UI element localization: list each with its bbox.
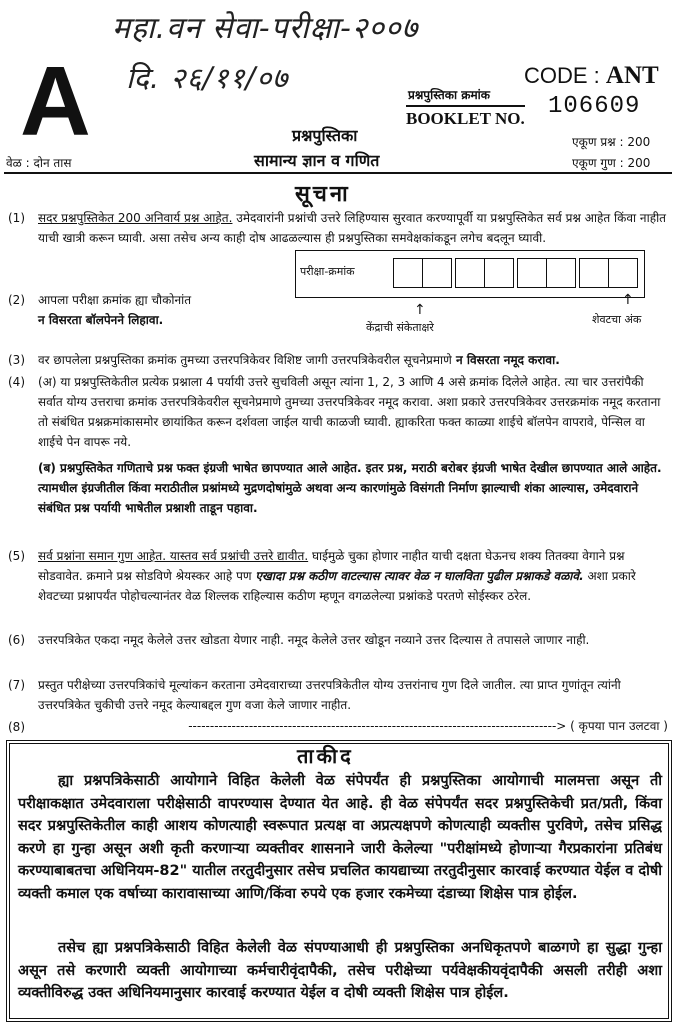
roll-box-2[interactable]: [422, 258, 452, 288]
warning-paragraph-2: तसेच ह्या प्रश्नपत्रिकेसाठी विहित केलेली वेळ संपण्याआधी ही प्रश्नपुस्तिका अनधिकृतपणे बाळगणे हा सुद्धा गुन्हा असून तसे करणारी व्यक्ती आयोगाच्या कर्मचारीवृंदापैकी, तसेच परीक्षेच्या पर्यवेक्षकीयवृंदापैकी असली तरीही अशा व्यक्तीविरुद्ध उक्त अधिनियमानुसार कारवाई करण्यात येईल व दोषी व्यक्ती शिक्षेस पात्र होईल.: [18, 940, 662, 1001]
roll-box-3[interactable]: [455, 258, 485, 288]
instruction-item-7: [8, 675, 668, 715]
item2-line1: आपला परीक्षा क्रमांक ह्या चौकोनांत: [38, 293, 192, 307]
booklet-label-english: BOOKLET NO.: [406, 105, 525, 129]
handwritten-date: दि. २६/११/०७: [126, 61, 289, 95]
item-number: (3): [8, 353, 25, 367]
code-value: ANT: [605, 62, 659, 89]
turn-page-note: -------------------------------------------------------------------------------------> ( कृपया पान उलटवा ): [188, 719, 668, 733]
code-line: [524, 62, 659, 90]
center-code-label: केंद्राची संकेताक्षरे: [366, 321, 434, 334]
item-number: (8): [8, 720, 25, 734]
roll-box-7[interactable]: [579, 258, 609, 288]
item5-underlined: सर्व प्रश्नांना समान गुण आहेत. यास्तव सर्व प्रश्नांची उत्तरे द्यावीत.: [38, 549, 309, 563]
up-arrow-icon: ↑: [622, 292, 634, 308]
roll-box-8[interactable]: [608, 258, 638, 288]
instruction-item-5: [8, 546, 668, 606]
item-number: (2): [8, 293, 25, 307]
item3-bold: न विसरता नमूद करावा.: [451, 353, 560, 367]
item3-text: वर छापलेला प्रश्नपुस्तिका क्रमांक तुमच्या उत्तरपत्रिकेवर विशिष्ट जागी उत्तरपत्रिकेवरील सूचनेप्रमाणे: [38, 353, 452, 367]
item5-tail: अशा प्रकारे शेवटच्या प्रश्नापर्यंत पोहोचल्यानंतर वेळ शिल्लक राहिल्यास कठीण म्हणून वगळलेल्या प्रश्नांकडे परतणे सोईस्कर ठरेल.: [38, 569, 636, 603]
warning-paragraph-1: ह्या प्रश्नपत्रिकेसाठी आयोगाने विहित केलेली वेळ संपेपर्यंत ही प्रश्नपुस्तिका आयोगाची मालमत्ता असून ती परीक्षाकक्षात उमेदवाराला परीक्षेसाठी वापरण्यास देण्यात येत आहे. ही वेळ संपेपर्यंत सदर प्रश्नपुस्तिकेची प्रत/प्रती, किंवा सदर प्रश्नपुस्तिकेतील काही आशय कोणत्याही स्वरूपात प्रत्यक्ष वा अप्रत्यक्षपणे कोणत्याही व्यक्तीस पुरविणे, तसेच प्रसिद्ध करणे हा गुन्हा असून अशी कृती करणाऱ्या व्यक्तीवर शासनाने जारी केलेल्या "परीक्षांमध्ये होणाऱ्या गैरप्रकारांना प्रतिबंध करण्याबाबतचा अधिनियम-82" यातील तरतुदीनुसार तसेच प्रचलित कायद्याच्या तरतुदीनुसार कारवाई करण्यात येईल व दोषी व्यक्ती कमाल एक वर्षाच्या कारावासाच्या आणि/किंवा रुपये एक हजार रकमेच्या दंडाच्या शिक्षेस पात्र होईल.: [18, 773, 662, 902]
code-label: CODE :: [524, 63, 600, 88]
item2-line2: न विसरता बॉलपेनने लिहावा.: [38, 313, 164, 327]
item6-text: उत्तरपत्रिकेत एकदा नमूद केलेले उत्तर खोडता येणार नाही. नमूद केलेले उत्तर खोडून नव्याने उत्तर दिल्यास ते तपासले जाणार नाही.: [38, 633, 590, 647]
roll-box-5[interactable]: [517, 258, 547, 288]
item1-text: उमेदवारांनी प्रश्नांची उत्तरे लिहिण्यास सुरवात करण्यापूर्वी या प्रश्नपुस्तिकेत सर्व प्रश्न आहेत किंवा नाहीत याची खात्री करून घ्यावी. असा तसेच अन्य काही दोष आढळल्यास ही प्रश्नपुस्तिका समवेक्षकांकडून लगेच बदलून घ्यावी.: [38, 211, 667, 245]
item-number: (7): [8, 678, 25, 692]
handwritten-exam-name: महा.वन सेवा-परीक्षा-२००७: [112, 11, 419, 46]
page-title: प्रश्नपुस्तिका: [292, 126, 358, 145]
item1-underlined: सदर प्रश्नपुस्तिकेत 200 अनिवार्य प्रश्न आहेत.: [38, 211, 233, 225]
exam-duration: वेळ : दोन तास: [6, 156, 72, 170]
booklet-number: 106609: [548, 93, 641, 120]
instruction-item-1: [8, 208, 668, 248]
last-digit-label: शेवटचा अंक: [592, 313, 642, 326]
item-number: (6): [8, 633, 25, 647]
item5-text: घाईमुळे चुका होणार नाहीत याची दक्षता घेऊनच शक्य तितक्या वेगाने प्रश्न सोडवावेत. क्रमाने प्रश्न सोडविणे श्रेयस्कर आहे पण: [38, 549, 625, 583]
item-number: (5): [8, 549, 25, 563]
instruction-item-4: [8, 372, 668, 518]
roll-box-1[interactable]: [393, 258, 423, 288]
page-subtitle: सामान्य ज्ञान व गणित: [254, 151, 380, 170]
item-number: (1): [8, 211, 25, 225]
item4a-text: (अ) या प्रश्नपुस्तिकेतील प्रत्येक प्रश्नाला 4 पर्यायी उत्तरे सुचविली असून त्यांना 1, 2, 3 आणि 4 असे क्रमांक दिलेले आहेत. त्या चार उत्तरांपैकी सर्वात योग्य उत्तराचा क्रमांक उत्तरपत्रिकेवरील सूचनेप्रमाणे तुमच्या उत्तरपत्रिकेवर नमूद करावा. अशा प्रकारे उत्तरपत्रिकेवर उत्तरक्रमांक नमूद करताना तो संबंधित प्रश्नक्रमांकासमोर छायांकित करून दर्शवला जाईल याची काळजी घ्यावी. ह्याकरिता फक्त काळ्या शाईचे बॉलपेन वापरावे, पेन्सिल वा शाईचे पेन वापरू नये.: [38, 375, 661, 449]
total-questions: एकूण प्रश्न : 200: [572, 135, 651, 149]
instruction-item-3: [8, 350, 668, 370]
warning-heading: ताकीद: [297, 744, 354, 768]
roll-box-6[interactable]: [546, 258, 576, 288]
up-arrow-icon: ↑: [414, 302, 426, 318]
roll-box-4[interactable]: [484, 258, 514, 288]
item-number: (4): [8, 375, 25, 389]
instruction-item-6: [8, 630, 668, 650]
booklet-series-letter: A: [20, 46, 91, 156]
total-marks: एकूण गुण : 200: [572, 156, 651, 170]
instruction-item-2: [8, 290, 288, 330]
item4b-text: (ब) प्रश्नपुस्तिकेत गणिताचे प्रश्न फक्त इंग्रजी भाषेत छापण्यात आले आहेत. इतर प्रश्न, मराठी बरोबर इंग्रजी भाषेत देखील छापण्यात आले आहेत. त्यामधील इंग्रजीतील किंवा मराठीतील प्रश्नांमध्ये मुद्रणदोषांमुळे अथवा अन्य कारणांमुळे विसंगती निर्माण झाल्याची शंका आल्यास, उमेदवाराने संबंधित प्रश्न पर्यायी भाषेतील प्रश्नाशी ताडून पहावा.: [38, 461, 662, 515]
instructions-heading: सूचना: [295, 182, 351, 207]
header-divider: [4, 172, 672, 174]
item5-emphasis: एखादा प्रश्न कठीण वाटल्यास त्यावर वेळ न घालविता पुढील प्रश्नाकडे वळावे.: [255, 569, 584, 583]
item7-text: प्रस्तुत परीक्षेच्या उत्तरपत्रिकांचे मूल्यांकन करताना उमेदवाराच्या उत्तरपत्रिकेतील योग्य उत्तरांनाच गुण दिले जातील. त्या प्राप्त गुणांतून त्यांनी उत्तरपत्रिकेत चुकीची उत्तरे नमूद केल्याबद्दल गुण वजा केले जाणार नाहीत.: [38, 678, 621, 712]
roll-number-label: परीक्षा-क्रमांक: [300, 265, 355, 278]
booklet-label-marathi: प्रश्नपुस्तिका क्रमांक: [408, 88, 490, 102]
